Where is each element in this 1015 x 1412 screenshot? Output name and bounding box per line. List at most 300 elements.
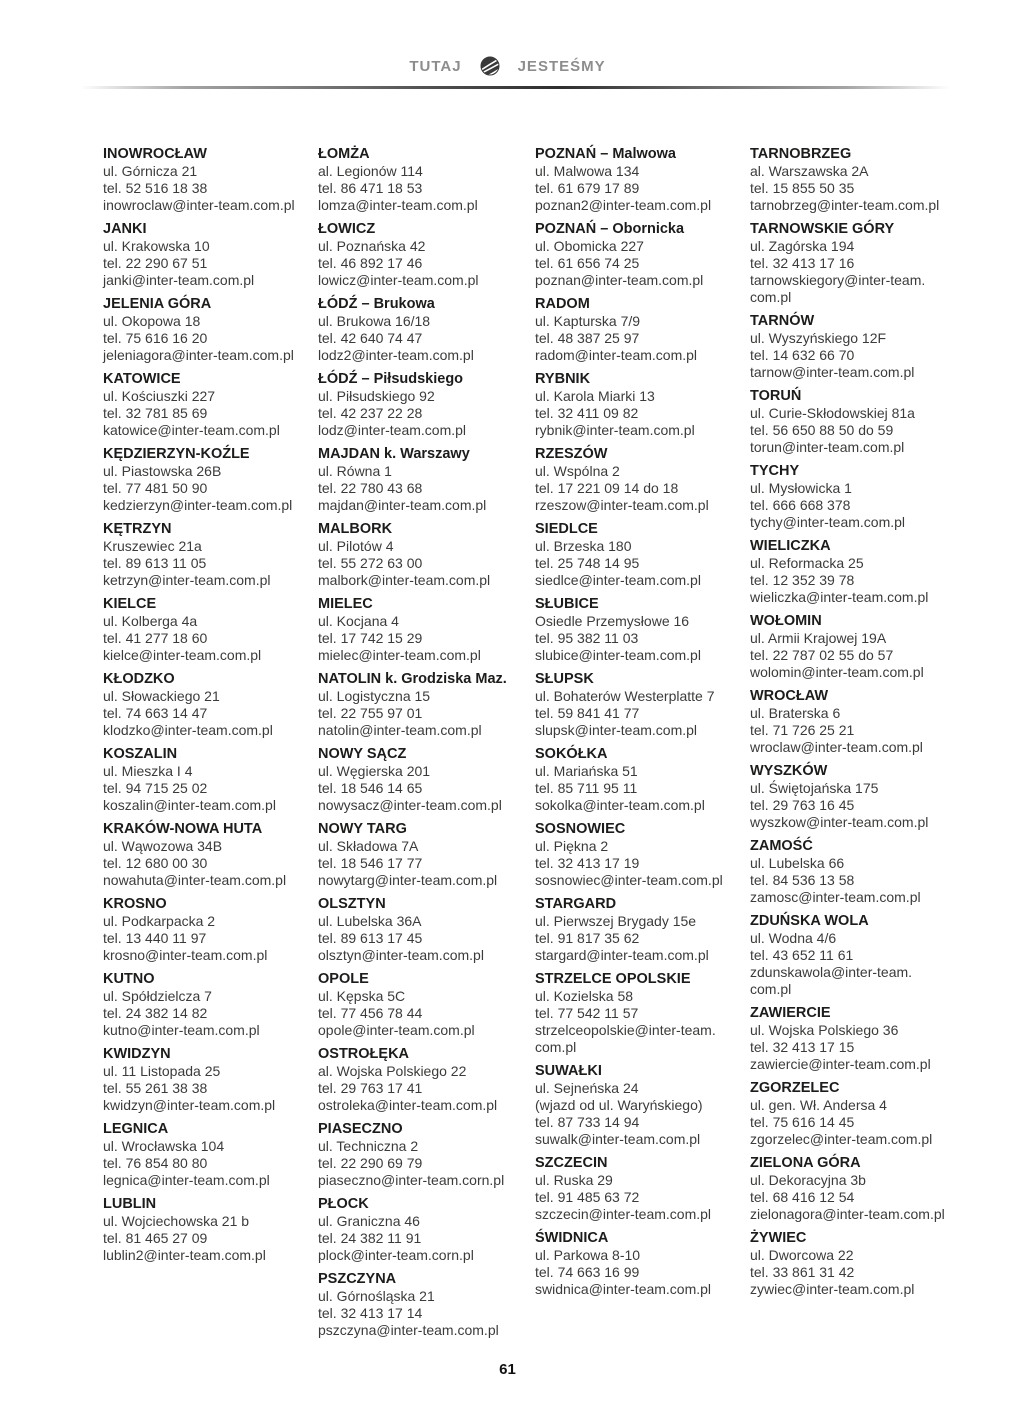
branch-detail-line: ul. Graniczna 46 [318, 1213, 420, 1229]
branch-city: INOWROCŁAW [103, 146, 207, 162]
branch-detail-line: tel. 81 465 27 09 [103, 1230, 208, 1246]
branch-detail-line: ul. Wyszyńskiego 12F [750, 330, 887, 346]
directory-entry [750, 1230, 961, 1298]
branch-detail-line: ul. Wojska Polskiego 36 [750, 1022, 899, 1038]
page-header [0, 54, 1015, 78]
branch-detail-line: slupsk@inter-team.com.pl [535, 722, 698, 738]
branch-detail-line: ul. Pilotów 4 [318, 538, 394, 554]
directory-entry [750, 613, 961, 681]
branch-city: SOSNOWIEC [535, 821, 626, 837]
branch-detail-line: tel. 15 855 50 35 [750, 180, 855, 196]
branch-detail-line: ul. Równa 1 [318, 463, 392, 479]
branch-detail-line: tarnow@inter-team.com.pl [750, 364, 915, 380]
directory-entry [535, 296, 750, 364]
branch-city: OLSZTYN [318, 896, 386, 912]
branch-detail-line: legnica@inter-team.com.pl [103, 1172, 270, 1188]
header-right-text: JESTEŚMY [517, 57, 606, 75]
branch-detail-line: ul. Kolberga 4a [103, 613, 198, 629]
branch-detail-line: al. Wojska Polskiego 22 [318, 1063, 467, 1079]
branch-city: LEGNICA [103, 1121, 169, 1137]
branch-detail-line: zielonagora@inter-team.com.pl [750, 1206, 945, 1222]
branch-detail-line: lomza@inter-team.com.pl [318, 197, 478, 213]
branch-detail-line: kwidzyn@inter-team.com.pl [103, 1097, 276, 1113]
branch-detail-line: wroclaw@inter-team.com.pl [750, 739, 923, 755]
branch-detail-line: al. Legionów 114 [318, 163, 423, 179]
page-number: 61 [499, 1361, 516, 1378]
branch-detail-line: ul. Sejneńska 24 [535, 1080, 639, 1096]
branch-city: WROCŁAW [750, 688, 829, 704]
branch-city: ZAWIERCIE [750, 1005, 831, 1021]
branch-detail-line: swidnica@inter-team.com.pl [535, 1281, 712, 1297]
branch-city: ZDUŃSKA WOLA [750, 913, 869, 929]
branch-detail-line: wieliczka@inter-team.com.pl [750, 589, 929, 605]
branch-city: RADOM [535, 296, 590, 312]
branch-city: NATOLIN k. Grodziska Maz. [318, 671, 507, 687]
branch-detail-line: ul. Lubelska 66 [750, 855, 845, 871]
branch-detail-line: tel. 14 632 66 70 [750, 347, 855, 363]
branch-detail-line: ul. Lubelska 36A [318, 913, 422, 929]
branch-detail-line: tel. 95 382 11 03 [535, 630, 639, 646]
directory-entry [535, 596, 750, 664]
branch-detail-line: sokolka@inter-team.com.pl [535, 797, 705, 813]
directory [103, 146, 961, 1346]
branch-detail-line: natolin@inter-team.com.pl [318, 722, 482, 738]
directory-entry [535, 521, 750, 589]
branch-detail-line: tel. 85 711 95 11 [535, 780, 638, 796]
branch-detail-line: ul. Wojciechowska 21 b [103, 1213, 250, 1229]
directory-entry [103, 446, 318, 514]
branch-detail-line: tel. 32 413 17 14 [318, 1305, 423, 1321]
branch-city: KOSZALIN [103, 746, 178, 762]
directory-entry [535, 746, 750, 814]
branch-detail-line: suwalk@inter-team.com.pl [535, 1131, 701, 1147]
branch-detail-line: ul. Mieszka I 4 [103, 763, 193, 779]
directory-entry [103, 296, 318, 364]
branch-city: KUTNO [103, 971, 155, 987]
branch-detail-line: tel. 61 656 74 25 [535, 255, 640, 271]
branch-detail-line: wyszkow@inter-team.com.pl [750, 814, 929, 830]
branch-detail-line: tel. 74 663 16 99 [535, 1264, 640, 1280]
branch-detail-line: zawiercie@inter-team.com.pl [750, 1056, 931, 1072]
branch-detail-line: tel. 48 387 25 97 [535, 330, 640, 346]
branch-detail-line: ostroleka@inter-team.com.pl [318, 1097, 498, 1113]
branch-city: SIEDLCE [535, 521, 598, 537]
branch-city: ŁOMŻA [318, 146, 370, 162]
branch-detail-line: Osiedle Przemysłowe 16 [535, 613, 690, 629]
branch-detail-line: stargard@inter-team.com.pl [535, 947, 709, 963]
branch-detail-line: ul. Kapturska 7/9 [535, 313, 641, 329]
branch-detail-line: lublin2@inter-team.com.pl [103, 1247, 266, 1263]
branch-detail-line: ul. Dworcowa 22 [750, 1247, 854, 1263]
branch-detail-line: ketrzyn@inter-team.com.pl [103, 572, 271, 588]
branch-detail-line: janki@inter-team.com.pl [103, 272, 255, 288]
directory-entry [535, 446, 750, 514]
directory-entry [750, 221, 961, 306]
directory-entry [318, 746, 535, 814]
branch-city: KRAKÓW-NOWA HUTA [103, 821, 263, 837]
branch-detail-line: ul. Piłsudskiego 92 [318, 388, 435, 404]
branch-detail-line: ul. Zagórska 194 [750, 238, 855, 254]
branch-city: ŻYWIEC [750, 1230, 807, 1246]
branch-detail-line: malbork@inter-team.com.pl [318, 572, 491, 588]
branch-detail-line: ul. Górnicza 21 [103, 163, 198, 179]
directory-entry [103, 521, 318, 589]
branch-detail-line: ul. Składowa 7A [318, 838, 419, 854]
branch-detail-line: tel. 666 668 378 [750, 497, 851, 513]
directory-entry [318, 1121, 535, 1189]
branch-detail-line: com.pl [535, 1039, 577, 1055]
branch-detail-line: ul. Armii Krajowej 19A [750, 630, 887, 646]
branch-detail-line: torun@inter-team.com.pl [750, 439, 905, 455]
branch-detail-line: poznan2@inter-team.com.pl [535, 197, 712, 213]
branch-detail-line: kielce@inter-team.com.pl [103, 647, 262, 663]
directory-entry [103, 971, 318, 1039]
branch-detail-line: tel. 89 613 11 05 [103, 555, 207, 571]
directory-column [103, 146, 318, 1346]
branch-detail-line: ul. Pierwszej Brygady 15e [535, 913, 697, 929]
directory-entry [750, 146, 961, 214]
branch-detail-line: klodzko@inter-team.com.pl [103, 722, 273, 738]
header-divider [80, 86, 950, 89]
branch-city: RZESZÓW [535, 446, 608, 462]
branch-detail-line: tel. 74 663 14 47 [103, 705, 208, 721]
branch-city: TARNOBRZEG [750, 146, 852, 162]
branch-detail-line: tel. 41 277 18 60 [103, 630, 208, 646]
branch-detail-line: al. Warszawska 2A [750, 163, 869, 179]
branch-city: KĘDZIERZYN-KOŹLE [103, 446, 250, 462]
branch-city: STARGARD [535, 896, 617, 912]
branch-city: ZGORZELEC [750, 1080, 840, 1096]
branch-detail-line: tel. 77 542 11 57 [535, 1005, 639, 1021]
branch-detail-line: ul. Karola Miarki 13 [535, 388, 655, 404]
branch-city: SŁUPSK [535, 671, 594, 687]
branch-city: TARNÓW [750, 313, 815, 329]
directory-entry [535, 896, 750, 964]
branch-detail-line: ul. Reformacka 25 [750, 555, 864, 571]
branch-detail-line: ul. Spółdzielcza 7 [103, 988, 212, 1004]
branch-detail-line: radom@inter-team.com.pl [535, 347, 698, 363]
branch-detail-line: tel. 22 755 97 01 [318, 705, 423, 721]
branch-city: WIELICZKA [750, 538, 831, 554]
branch-detail-line: ul. gen. Wł. Andersa 4 [750, 1097, 887, 1113]
branch-city: SZCZECIN [535, 1155, 608, 1171]
branch-detail-line: ul. Górnośląska 21 [318, 1288, 435, 1304]
branch-detail-line: piaseczno@inter-team.corn.pl [318, 1172, 505, 1188]
branch-detail-line: poznan@inter-team.com.pl [535, 272, 704, 288]
branch-detail-line: tel. 87 733 14 94 [535, 1114, 640, 1130]
branch-city: ŁÓDŹ – Piłsudskiego [318, 371, 464, 387]
directory-entry [318, 971, 535, 1039]
directory-column [535, 146, 750, 1346]
branch-detail-line: ul. Piękna 2 [535, 838, 609, 854]
branch-detail-line: tel. 32 781 85 69 [103, 405, 208, 421]
directory-entry [103, 671, 318, 739]
branch-detail-line: tel. 24 382 14 82 [103, 1005, 208, 1021]
branch-detail-line: ul. Krakowska 10 [103, 238, 210, 254]
directory-entry [750, 838, 961, 906]
branch-detail-line: ul. Kościuszki 227 [103, 388, 216, 404]
branch-detail-line: rzeszow@inter-team.com.pl [535, 497, 709, 513]
branch-detail-line: ul. Mariańska 51 [535, 763, 638, 779]
branch-detail-line: tel. 32 413 17 16 [750, 255, 855, 271]
branch-detail-line: ul. Mysłowicka 1 [750, 480, 852, 496]
branch-detail-line: majdan@inter-team.com.pl [318, 497, 487, 513]
directory-entry [318, 1271, 535, 1339]
directory-entry [318, 146, 535, 214]
branch-detail-line: plock@inter-team.corn.pl [318, 1247, 474, 1263]
branch-city: TORUŃ [750, 388, 802, 404]
branch-detail-line: tel. 33 861 31 42 [750, 1264, 855, 1280]
branch-detail-line: ul. Dekoracyjna 3b [750, 1172, 866, 1188]
directory-entry [103, 746, 318, 814]
branch-detail-line: ul. Curie-Skłodowskiej 81a [750, 405, 915, 421]
directory-entry [750, 913, 961, 998]
branch-city: NOWY SĄCZ [318, 746, 407, 762]
branch-detail-line: (wjazd od ul. Waryńskiego) [535, 1097, 703, 1113]
directory-entry [535, 221, 750, 289]
directory-entry [750, 1005, 961, 1073]
branch-detail-line: tel. 91 817 35 62 [535, 930, 640, 946]
directory-entry [103, 821, 318, 889]
branch-detail-line: Kruszewiec 21a [103, 538, 202, 554]
branch-detail-line: tel. 61 679 17 89 [535, 180, 640, 196]
branch-detail-line: ul. Słowackiego 21 [103, 688, 220, 704]
globe-icon [478, 54, 502, 78]
directory-entry [750, 688, 961, 756]
branch-city: OSTROŁĘKA [318, 1046, 410, 1062]
branch-detail-line: ul. Poznańska 42 [318, 238, 426, 254]
branch-detail-line: tel. 18 546 17 77 [318, 855, 423, 871]
directory-entry [750, 538, 961, 606]
branch-city: STRZELCE OPOLSKIE [535, 971, 691, 987]
branch-detail-line: ul. Malwowa 134 [535, 163, 640, 179]
branch-detail-line: ul. Węgierska 201 [318, 763, 431, 779]
directory-entry [103, 596, 318, 664]
branch-city: KĘTRZYN [103, 521, 172, 537]
branch-detail-line: nowytarg@inter-team.com.pl [318, 872, 498, 888]
branch-detail-line: ul. Logistyczna 15 [318, 688, 431, 704]
directory-entry [318, 446, 535, 514]
branch-city: KŁODZKO [103, 671, 175, 687]
branch-detail-line: com.pl [750, 981, 792, 997]
branch-detail-line: tel. 13 440 11 97 [103, 930, 207, 946]
branch-city: ŚWIDNICA [535, 1230, 609, 1246]
branch-detail-line: zywiec@inter-team.com.pl [750, 1281, 915, 1297]
branch-detail-line: ul. Wodna 4/6 [750, 930, 837, 946]
branch-city: ŁOWICZ [318, 221, 376, 237]
branch-city: PSZCZYNA [318, 1271, 397, 1287]
branch-detail-line: ul. Ruska 29 [535, 1172, 613, 1188]
directory-entry [318, 296, 535, 364]
branch-detail-line: slubice@inter-team.com.pl [535, 647, 701, 663]
branch-detail-line: tel. 84 536 13 58 [750, 872, 855, 888]
branch-city: MAJDAN k. Warszawy [318, 446, 470, 462]
directory-entry [535, 371, 750, 439]
branch-detail-line: tel. 68 416 12 54 [750, 1189, 855, 1205]
directory-entry [750, 313, 961, 381]
branch-detail-line: ul. Brukowa 16/18 [318, 313, 431, 329]
branch-detail-line: mielec@inter-team.com.pl [318, 647, 481, 663]
branch-detail-line: tel. 75 616 16 20 [103, 330, 208, 346]
branch-detail-line: tarnowskiegory@inter-team. [750, 272, 926, 288]
branch-detail-line: tel. 12 352 39 78 [750, 572, 855, 588]
branch-detail-line: tarnobrzeg@inter-team.com.pl [750, 197, 940, 213]
branch-city: POZNAŃ – Malwowa [535, 146, 676, 162]
branch-detail-line: inowroclaw@inter-team.com.pl [103, 197, 295, 213]
branch-detail-line: tel. 43 652 11 61 [750, 947, 854, 963]
branch-detail-line: tel. 77 481 50 90 [103, 480, 208, 496]
branch-detail-line: zdunskawola@inter-team. [750, 964, 913, 980]
branch-detail-line: tel. 22 290 67 51 [103, 255, 208, 271]
branch-detail-line: ul. Wąwozowa 34B [103, 838, 223, 854]
directory-entry [535, 1063, 750, 1148]
branch-detail-line: kedzierzyn@inter-team.com.pl [103, 497, 293, 513]
branch-detail-line: tel. 17 221 09 14 do 18 [535, 480, 679, 496]
branch-city: MIELEC [318, 596, 373, 612]
branch-city: NOWY TARG [318, 821, 407, 837]
directory-column [750, 146, 961, 1346]
directory-entry [750, 463, 961, 531]
branch-detail-line: ul. Kozielska 58 [535, 988, 634, 1004]
branch-city: OPOLE [318, 971, 369, 987]
directory-entry [535, 971, 750, 1056]
branch-detail-line: rybnik@inter-team.com.pl [535, 422, 695, 438]
branch-detail-line: lodz@inter-team.com.pl [318, 422, 467, 438]
directory-entry [103, 1046, 318, 1114]
directory-entry [318, 371, 535, 439]
branch-city: SŁUBICE [535, 596, 599, 612]
directory-entry [318, 896, 535, 964]
branch-detail-line: tychy@inter-team.com.pl [750, 514, 906, 530]
branch-city: ŁÓDŹ – Brukowa [318, 296, 435, 312]
directory-entry [750, 388, 961, 456]
directory-entry [750, 1080, 961, 1148]
branch-detail-line: tel. 42 237 22 28 [318, 405, 423, 421]
directory-entry [318, 221, 535, 289]
branch-detail-line: tel. 89 613 17 45 [318, 930, 423, 946]
branch-detail-line: szczecin@inter-team.com.pl [535, 1206, 712, 1222]
branch-detail-line: ul. Brzeska 180 [535, 538, 632, 554]
branch-detail-line: tel. 56 650 88 50 do 59 [750, 422, 894, 438]
branch-detail-line: ul. Świętojańska 175 [750, 780, 879, 796]
branch-detail-line: ul. Piastowska 26B [103, 463, 222, 479]
branch-city: JELENIA GÓRA [103, 296, 212, 312]
directory-entry [103, 1121, 318, 1189]
directory-entry [535, 821, 750, 889]
branch-detail-line: tel. 94 715 25 02 [103, 780, 208, 796]
branch-detail-line: tel. 76 854 80 80 [103, 1155, 208, 1171]
branch-city: MALBORK [318, 521, 393, 537]
branch-city: KIELCE [103, 596, 157, 612]
branch-city: TARNOWSKIE GÓRY [750, 221, 895, 237]
directory-entry [318, 1196, 535, 1264]
branch-detail-line: pszczyna@inter-team.com.pl [318, 1322, 499, 1338]
branch-detail-line: tel. 22 787 02 55 do 57 [750, 647, 894, 663]
branch-city: KWIDZYN [103, 1046, 171, 1062]
branch-detail-line: opole@inter-team.com.pl [318, 1022, 475, 1038]
directory-entry [535, 671, 750, 739]
branch-detail-line: tel. 24 382 11 91 [318, 1230, 422, 1246]
branch-city: ZIELONA GÓRA [750, 1155, 861, 1171]
branch-city: KATOWICE [103, 371, 181, 387]
branch-detail-line: ul. Podkarpacka 2 [103, 913, 216, 929]
branch-detail-line: strzelceopolskie@inter-team. [535, 1022, 716, 1038]
branch-detail-line: ul. Wrocławska 104 [103, 1138, 225, 1154]
branch-detail-line: ul. Parkowa 8-10 [535, 1247, 641, 1263]
directory-entry [103, 896, 318, 964]
branch-city: PIASECZNO [318, 1121, 403, 1137]
branch-detail-line: tel. 86 471 18 53 [318, 180, 423, 196]
branch-detail-line: tel. 55 261 38 38 [103, 1080, 208, 1096]
directory-entry [318, 821, 535, 889]
branch-city: SUWAŁKI [535, 1063, 602, 1079]
branch-city: TYCHY [750, 463, 800, 479]
branch-detail-line: tel. 32 413 17 19 [535, 855, 640, 871]
branch-detail-line: tel. 32 411 09 82 [535, 405, 639, 421]
branch-detail-line: tel. 29 763 16 45 [750, 797, 855, 813]
directory-entry [535, 1155, 750, 1223]
branch-detail-line: tel. 71 726 25 21 [750, 722, 855, 738]
branch-detail-line: tel. 42 640 74 47 [318, 330, 423, 346]
branch-detail-line: tel. 22 290 69 79 [318, 1155, 423, 1171]
branch-city: LUBLIN [103, 1196, 157, 1212]
directory-column [318, 146, 535, 1346]
branch-detail-line: ul. 11 Listopada 25 [103, 1063, 221, 1079]
directory-entry [103, 146, 318, 214]
branch-detail-line: ul. Wspólna 2 [535, 463, 620, 479]
branch-detail-line: ul. Okopowa 18 [103, 313, 201, 329]
branch-detail-line: zamosc@inter-team.com.pl [750, 889, 921, 905]
branch-city: PŁOCK [318, 1196, 369, 1212]
branch-detail-line: jeleniagora@inter-team.com.pl [103, 347, 294, 363]
branch-detail-line: tel. 29 763 17 41 [318, 1080, 423, 1096]
branch-detail-line: tel. 55 272 63 00 [318, 555, 423, 571]
branch-detail-line: koszalin@inter-team.com.pl [103, 797, 276, 813]
directory-entry [535, 146, 750, 214]
branch-detail-line: ul. Obomicka 227 [535, 238, 644, 254]
directory-entry [103, 1196, 318, 1264]
branch-detail-line: wolomin@inter-team.com.pl [750, 664, 924, 680]
branch-detail-line: nowahuta@inter-team.com.pl [103, 872, 287, 888]
branch-detail-line: krosno@inter-team.com.pl [103, 947, 268, 963]
branch-detail-line: katowice@inter-team.com.pl [103, 422, 280, 438]
branch-detail-line: tel. 12 680 00 30 [103, 855, 208, 871]
branch-detail-line: zgorzelec@inter-team.com.pl [750, 1131, 933, 1147]
branch-detail-line: tel. 91 485 63 72 [535, 1189, 640, 1205]
branch-detail-line: tel. 46 892 17 46 [318, 255, 423, 271]
branch-city: WYSZKÓW [750, 763, 828, 779]
branch-detail-line: siedlce@inter-team.com.pl [535, 572, 701, 588]
directory-entry [318, 596, 535, 664]
directory-entry [750, 1155, 961, 1223]
branch-detail-line: olsztyn@inter-team.com.pl [318, 947, 484, 963]
branch-detail-line: ul. Braterska 6 [750, 705, 841, 721]
branch-detail-line: ul. Kocjana 4 [318, 613, 399, 629]
directory-entry [535, 1230, 750, 1298]
branch-detail-line: nowysacz@inter-team.com.pl [318, 797, 502, 813]
branch-city: WOŁOMIN [750, 613, 822, 629]
branch-city: SOKÓŁKA [535, 746, 608, 762]
directory-entry [318, 671, 535, 739]
branch-detail-line: tel. 25 748 14 95 [535, 555, 640, 571]
directory-entry [318, 521, 535, 589]
header-left-text: TUTAJ [409, 57, 462, 75]
branch-city: ZAMOŚĆ [750, 838, 813, 854]
branch-city: RYBNIK [535, 371, 591, 387]
branch-detail-line: ul. Techniczna 2 [318, 1138, 419, 1154]
branch-city: JANKI [103, 221, 147, 237]
branch-detail-line: tel. 17 742 15 29 [318, 630, 423, 646]
